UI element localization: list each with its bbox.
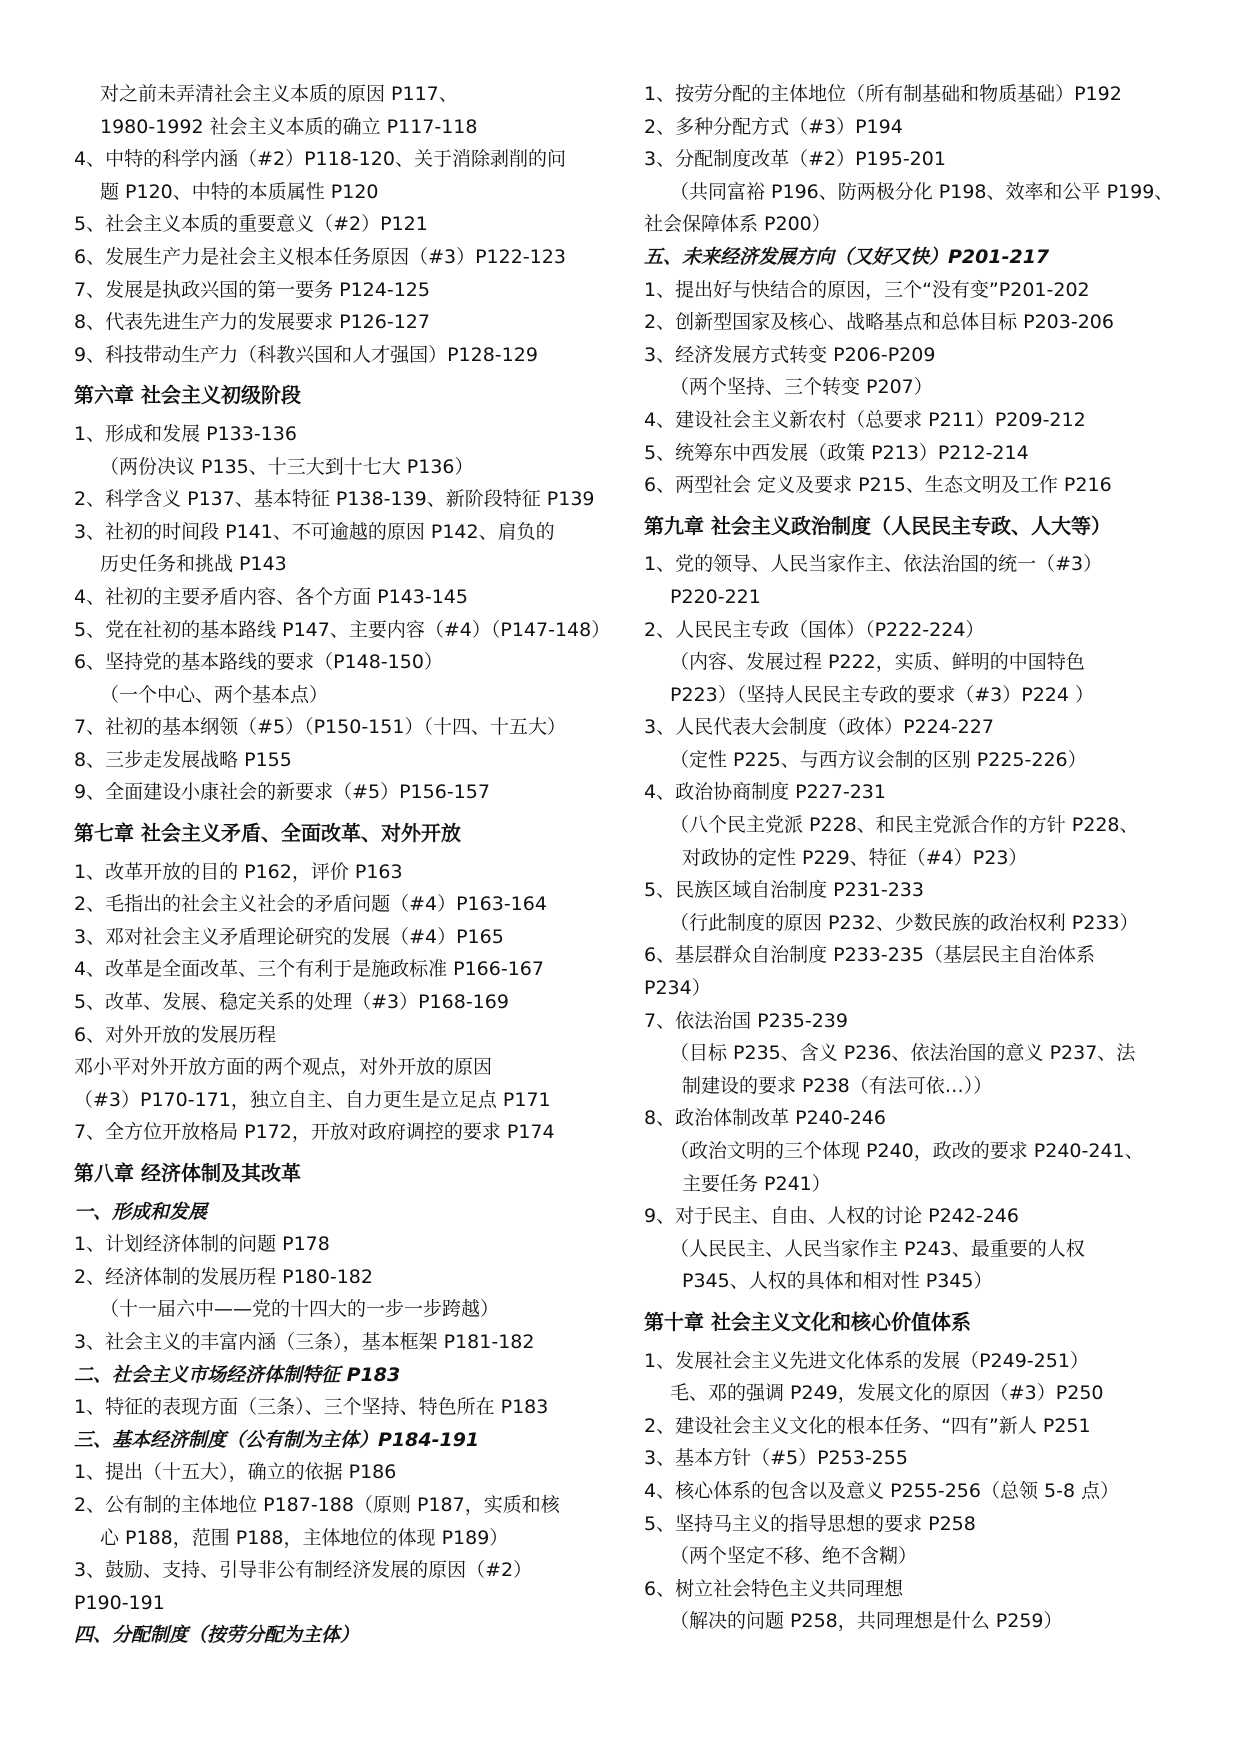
outline-item: （两个坚持、三个转变 P207） (670, 376, 933, 399)
section-subheading: 一、形成和发展 (74, 1200, 208, 1223)
outline-item: P223）（坚持人民民主专政的要求（#3）P224 ） (670, 683, 1094, 706)
outline-item: 8、三步走发展战略 P155 (74, 748, 292, 771)
chapter-heading: 第七章 社会主义矛盾、全面改革、对外开放 (74, 821, 461, 846)
outline-item: 8、代表先进生产力的发展要求 P126-127 (74, 311, 430, 334)
outline-item: 6、对外开放的发展历程 (74, 1023, 277, 1046)
outline-item: （两个坚定不移、绝不含糊） (670, 1545, 918, 1568)
chapter-heading: 第八章 经济体制及其改革 (74, 1161, 301, 1185)
outline-item: 4、核心体系的包含以及意义 P255-256（总领 5-8 点） (644, 1479, 1120, 1502)
outline-item: 4、中特的科学内涵（#2）P118-120、关于消除剥削的问 (74, 148, 566, 171)
outline-item: 3、经济发展方式转变 P206-P209 (644, 343, 936, 366)
outline-item: 1、党的领导、人民当家作主、依法治国的统一（#3） (644, 553, 1103, 576)
outline-item: 1、形成和发展 P133-136 (74, 422, 297, 445)
outline-item: 9、对于民主、自由、人权的讨论 P242-246 (644, 1205, 1019, 1228)
outline-item: 1、提出好与快结合的原因，三个“没有变”P201-202 (644, 278, 1090, 301)
outline-item: （共同富裕 P196、防两极分化 P198、效率和公平 P199、 (670, 180, 1174, 203)
outline-item: 1、特征的表现方面（三条）、三个坚持、特色所在 P183 (74, 1396, 549, 1419)
outline-item: 1、改革开放的目的 P162，评价 P163 (74, 860, 403, 883)
outline-item: （定性 P225、与西方议会制的区别 P225-226） (670, 748, 1087, 771)
outline-item: 对政协的定性 P229、特征（#4）P23） (682, 846, 1028, 869)
outline-item: P190-191 (74, 1591, 165, 1614)
outline-item: 6、基层群众自治制度 P233-235（基层民主自治体系 (644, 944, 1095, 967)
outline-item: 4、社初的主要矛盾内容、各个方面 P143-145 (74, 585, 468, 608)
outline-item: 7、依法治国 P235-239 (644, 1009, 848, 1032)
outline-item: 毛、邓的强调 P249，发展文化的原因（#3）P250 (670, 1382, 1104, 1405)
section-subheading: 五、未来经济发展方向（又好又快）P201-217 (644, 245, 1050, 268)
outline-item: 制建设的要求 P238（有法可依…）） (682, 1074, 993, 1097)
outline-item: 6、坚持党的基本路线的要求（P148-150） (74, 651, 443, 674)
outline-item: 6、发展生产力是社会主义根本任务原因（#3）P122-123 (74, 245, 566, 268)
outline-item: 2、毛指出的社会主义社会的矛盾问题（#4）P163-164 (74, 893, 547, 916)
outline-item: 5、改革、发展、稳定关系的处理（#3）P168-169 (74, 991, 509, 1014)
chapter-heading: 第十章 社会主义文化和核心价值体系 (644, 1309, 971, 1334)
outline-item: 4、改革是全面改革、三个有利于是施政标准 P166-167 (74, 958, 544, 981)
outline-item: 5、党在社初的基本路线 P147、主要内容（#4）（P147-148） (74, 618, 611, 641)
outline-item: 1、提出（十五大），确立的依据 P186 (74, 1461, 397, 1484)
outline-item: （十一届六中——党的十四大的一步一步跨越） (100, 1298, 500, 1321)
outline-item: （八个民主党派 P228、和民主党派合作的方针 P228、 (670, 814, 1139, 837)
outline-item: 5、坚持马主义的指导思想的要求 P258 (644, 1512, 976, 1535)
outline-item: （政治文明的三个体现 P240，政改的要求 P240-241、 (670, 1140, 1144, 1162)
outline-item: 2、多种分配方式（#3）P194 (644, 115, 903, 138)
outline-item: P234） (644, 977, 711, 1000)
outline-item: 5、社会主义本质的重要意义（#2）P121 (74, 213, 428, 236)
outline-item: 心 P188，范围 P188，主体地位的体现 P189） (100, 1526, 509, 1549)
outline-item: 7、发展是执政兴国的第一要务 P124-125 (74, 278, 430, 301)
outline-item: 9、科技带动生产力（科教兴国和人才强国）P128-129 (74, 343, 538, 366)
outline-item: 3、人民代表大会制度（政体）P224-227 (644, 716, 994, 739)
outline-item: （两份决议 P135、十三大到十七大 P136） (100, 455, 474, 478)
outline-item: P220-221 (670, 585, 761, 608)
section-subheading: 三、基本经济制度（公有制为主体）P184-191 (74, 1428, 480, 1451)
outline-item: 3、分配制度改革（#2）P195-201 (644, 148, 946, 171)
outline-item: 5、民族区域自治制度 P231-233 (644, 879, 924, 902)
left-column (74, 78, 614, 1652)
right-column (644, 78, 1184, 1638)
chapter-heading: 第六章 社会主义初级阶段 (74, 383, 301, 408)
outline-item: 邓小平对外开放方面的两个观点，对外开放的原因 (74, 1056, 493, 1079)
outline-item: 1、按劳分配的主体地位（所有制基础和物质基础）P192 (644, 83, 1122, 105)
outline-item: 2、经济体制的发展历程 P180-182 (74, 1265, 373, 1288)
outline-item: 6、两型社会 定义及要求 P215、生态文明及工作 P216 (644, 474, 1112, 497)
outline-item: 2、科学含义 P137、基本特征 P138-139、新阶段特征 P139 (74, 488, 595, 511)
outline-item: 3、社会主义的丰富内涵（三条），基本框架 P181-182 (74, 1330, 535, 1353)
outline-item: （一个中心、两个基本点） (100, 683, 329, 706)
outline-item: 9、全面建设小康社会的新要求（#5）P156-157 (74, 781, 490, 804)
outline-item: 3、鼓励、支持、引导非公有制经济发展的原因（#2） (74, 1559, 533, 1582)
outline-item: 2、创新型国家及核心、战略基点和总体目标 P203-206 (644, 311, 1114, 334)
outline-item: 2、人民民主专政（国体）（P222-224） (644, 618, 985, 641)
outline-item: 3、邓对社会主义矛盾理论研究的发展（#4）P165 (74, 925, 504, 948)
outline-item: （#3）P170-171，独立自主、自力更生是立足点 P171 (74, 1088, 551, 1111)
outline-item: 7、全方位开放格局 P172，开放对政府调控的要求 P174 (74, 1121, 555, 1144)
outline-item: 题 P120、中特的本质属性 P120 (100, 180, 379, 203)
outline-item: 主要任务 P241） (682, 1172, 831, 1195)
section-subheading: 四、分配制度（按劳分配为主体） (74, 1624, 360, 1647)
outline-item: 3、社初的时间段 P141、不可逾越的原因 P142、肩负的 (74, 520, 555, 543)
outline-item: 6、树立社会特色主义共同理想 (644, 1577, 904, 1600)
outline-item: 社会保障体系 P200） (644, 213, 831, 236)
outline-item: 1980-1992 社会主义本质的确立 P117-118 (100, 115, 478, 138)
outline-item: 3、基本方针（#5）P253-255 (644, 1447, 908, 1470)
chapter-heading: 第九章 社会主义政治制度（人民民主专政、人大等） (644, 513, 1111, 538)
outline-item: （解决的问题 P258，共同理想是什么 P259） (670, 1610, 1063, 1633)
outline-item: 1、计划经济体制的问题 P178 (74, 1233, 330, 1256)
outline-item: 7、社初的基本纲领（#5）（P150-151）（十四、十五大） (74, 716, 566, 739)
outline-item: 对之前未弄清社会主义本质的原因 P117、 (100, 83, 458, 105)
outline-item: （内容、发展过程 P222，实质、鲜明的中国特色 (670, 651, 1085, 674)
outline-item: （人民民主、人民当家作主 P243、最重要的人权 (670, 1237, 1085, 1260)
outline-item: 2、公有制的主体地位 P187-188（原则 P187，实质和核 (74, 1493, 560, 1516)
outline-item: （目标 P235、含义 P236、依法治国的意义 P237、法 (670, 1042, 1136, 1065)
outline-item: 1、发展社会主义先进文化体系的发展（P249-251） (644, 1349, 1089, 1372)
outline-item: 4、政治协商制度 P227-231 (644, 781, 886, 804)
outline-item: 历史任务和挑战 P143 (100, 553, 287, 576)
outline-item: 5、统筹东中西发展（政策 P213）P212-214 (644, 441, 1029, 464)
outline-item: P345、人权的具体和相对性 P345） (682, 1270, 993, 1293)
section-subheading: 二、社会主义市场经济体制特征 P183 (74, 1363, 401, 1386)
outline-item: 8、政治体制改革 P240-246 (644, 1107, 886, 1130)
outline-item: 2、建设社会主义文化的根本任务、“四有”新人 P251 (644, 1414, 1091, 1437)
outline-item: 4、建设社会主义新农村（总要求 P211）P209-212 (644, 408, 1086, 431)
outline-item: （行此制度的原因 P232、少数民族的政治权利 P233） (670, 911, 1139, 934)
